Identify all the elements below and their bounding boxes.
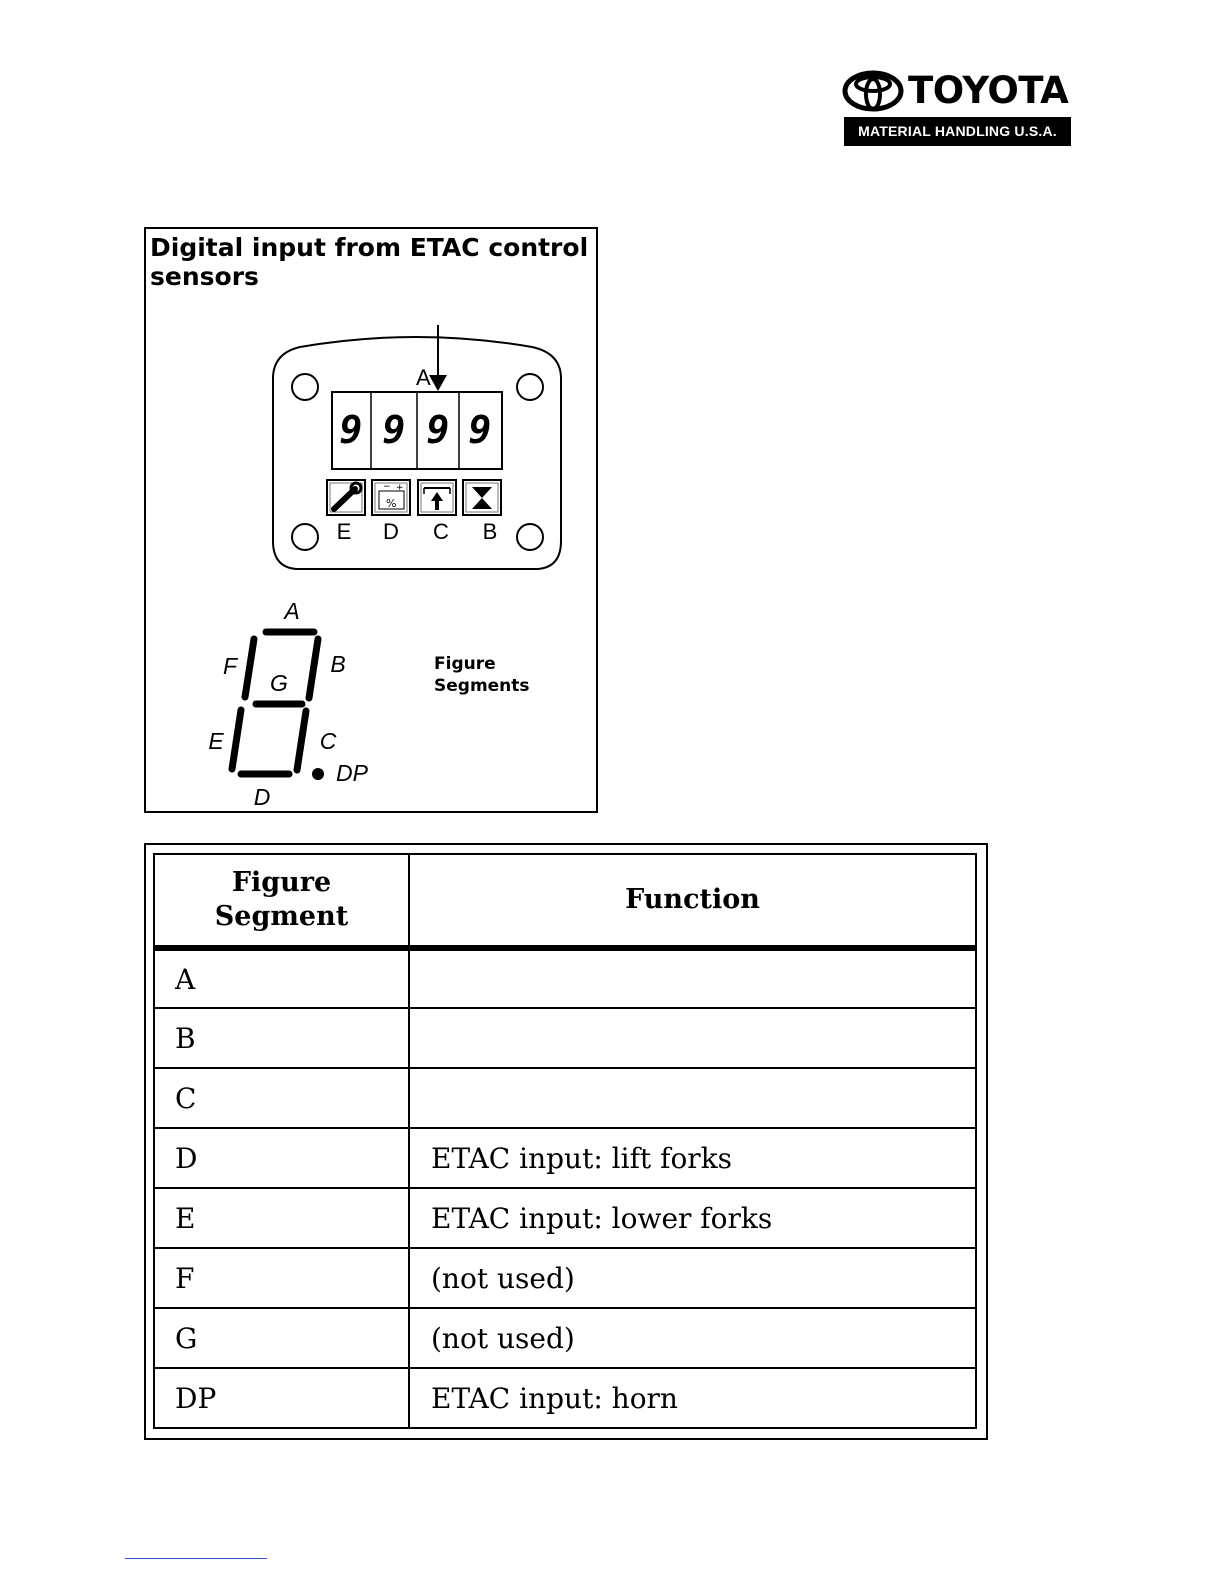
function-cell [409, 948, 976, 1008]
segment-label-e: E [208, 728, 224, 754]
segment-label-b: B [330, 651, 346, 677]
function-cell [409, 1008, 976, 1068]
digit: 9 [426, 408, 450, 452]
digit: 9 [382, 408, 406, 452]
segment-cell: C [154, 1068, 409, 1128]
segment-label-f: F [222, 653, 238, 679]
arrow-label: A [416, 365, 431, 390]
mount-hole [292, 374, 318, 400]
segment-e [232, 710, 241, 769]
table-row [154, 1008, 976, 1068]
logo-brand-text: TOYOTA [908, 69, 1069, 112]
segment-label-a: A [284, 598, 300, 624]
svg-text:+: + [396, 483, 404, 493]
wrench-icon [327, 480, 365, 515]
toyota-emblem-icon [842, 70, 904, 112]
table-row [154, 1248, 976, 1308]
segment-function-table [153, 853, 977, 1429]
segment-cell: G [154, 1308, 409, 1368]
caption-line-1: Figure [434, 654, 496, 674]
mount-hole [517, 524, 543, 550]
segment-c [297, 711, 306, 770]
figure-caption [434, 653, 530, 697]
lift-icon [418, 480, 456, 515]
display-diagram [146, 229, 596, 811]
segment-cell: F [154, 1248, 409, 1308]
function-cell [409, 1068, 976, 1128]
segment-cell: DP [154, 1368, 409, 1428]
header-function: Function [409, 854, 976, 948]
digit: 9 [468, 408, 492, 452]
mount-hole [517, 374, 543, 400]
segment-dp-dot [312, 768, 324, 780]
segment-label-g: G [270, 670, 288, 696]
hourglass-icon [463, 480, 501, 515]
function-cell: ETAC input: lift forks [409, 1128, 976, 1188]
function-cell: ETAC input: horn [409, 1368, 976, 1428]
icon-label: D [383, 519, 399, 544]
segment-cell: B [154, 1008, 409, 1068]
segment-cell: D [154, 1128, 409, 1188]
segment-label-c: C [319, 728, 337, 754]
table-row [154, 1368, 976, 1428]
segment-cell: E [154, 1188, 409, 1248]
logo-subline: MATERIAL HANDLING U.S.A. [844, 117, 1071, 146]
segment-label-dp: DP [336, 760, 368, 786]
table-row [154, 1068, 976, 1128]
caption-line-2: Segments [434, 676, 530, 696]
table-row [154, 1308, 976, 1368]
function-cell: (not used) [409, 1248, 976, 1308]
function-cell: (not used) [409, 1308, 976, 1368]
figure-title: Digital input from ETAC control sensors [150, 233, 589, 291]
svg-text:−: − [383, 482, 391, 492]
footer-rule [125, 1558, 267, 1559]
segment-cell: A [154, 948, 409, 1008]
pointer-arrow-head [429, 375, 447, 391]
toyota-logo [842, 70, 1072, 146]
header-figure-segment: Figure Segment [154, 854, 409, 948]
segment-f [245, 639, 254, 697]
figure-panel [144, 227, 598, 813]
table-row [154, 948, 976, 1008]
digit: 9 [339, 408, 363, 452]
icon-label: B [482, 519, 498, 544]
battery-icon [372, 480, 410, 515]
table-header-row [154, 854, 976, 948]
table-row [154, 1188, 976, 1248]
table-row [154, 1128, 976, 1188]
icon-label: C [433, 519, 449, 544]
segment-label-d: D [253, 784, 271, 810]
mount-hole [292, 524, 318, 550]
icon-label: E [336, 519, 352, 544]
seven-segment-diagram [208, 598, 368, 810]
function-cell: ETAC input: lower forks [409, 1188, 976, 1248]
battery-percent-glyph: % [386, 497, 397, 510]
segment-b [309, 639, 318, 698]
